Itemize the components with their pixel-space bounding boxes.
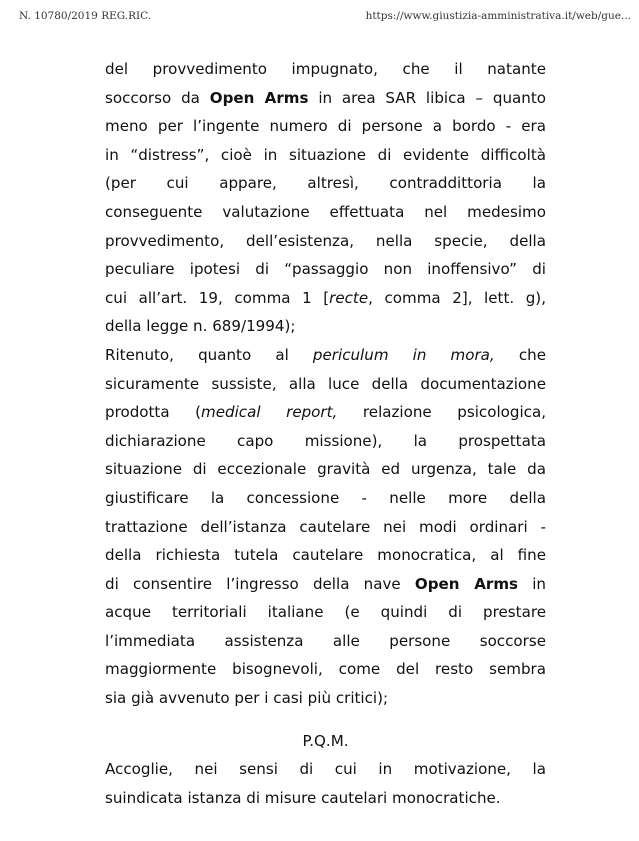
- text-span: , comma 2], lett. g),: [368, 288, 546, 307]
- text-line: della legge n. 689/1994);: [105, 317, 296, 336]
- document-body: [105, 55, 546, 812]
- text-line: peculiare ipotesi di “passaggio non inoffensivo” di: [105, 260, 546, 279]
- text-line: acque territoriali italiane (e quindi di prestare: [105, 603, 546, 622]
- text-span: che: [494, 345, 547, 364]
- text-line: maggiormente bisognevoli, come del resto sembra: [105, 660, 546, 679]
- vessel-name-bold: Open Arms: [209, 88, 309, 107]
- text-line: conseguente valutazione effettuata nel medesimo: [105, 202, 546, 221]
- text-line: giustificare la concessione - nelle more della: [105, 488, 546, 507]
- text-span: in area SAR libica – quanto: [308, 88, 546, 107]
- latin-term-italic: periculum in mora,: [312, 345, 495, 364]
- case-number-header: N. 10780/2019 REG.RIC.: [19, 10, 152, 22]
- english-term-italic: medical report,: [201, 403, 338, 422]
- text-line: provvedimento, dell’esistenza, nella specie, della: [105, 231, 546, 250]
- text-span: in: [518, 574, 546, 593]
- text-span: soccorso da: [105, 88, 210, 107]
- text-line: dichiarazione capo missione), la prospettata: [105, 431, 546, 450]
- source-url-header: https://www.giustizia-amministrativa.it/web/gue...: [365, 10, 631, 22]
- text-span: relazione psicologica,: [337, 403, 546, 422]
- text-line: (per cui appare, altresì, contraddittoria la: [105, 174, 546, 193]
- text-line: sicuramente sussiste, alla luce della documentazione: [105, 374, 546, 393]
- paragraph-2: [105, 341, 546, 713]
- vessel-name-bold: Open Arms: [414, 574, 519, 593]
- section-gap: [105, 713, 546, 727]
- text-line: Accoglie, nei sensi di cui in motivazione, la: [105, 760, 546, 779]
- text-line: [105, 570, 546, 599]
- text-line: [105, 398, 546, 427]
- text-line: della richiesta tutela cautelare monocratica, al fine: [105, 546, 546, 565]
- text-line: [105, 84, 546, 113]
- text-line: meno per l’ingente numero di persone a bordo - era: [105, 117, 546, 136]
- text-line: situazione di eccezionale gravità ed urgenza, tale da: [105, 460, 546, 479]
- text-span: cui all’art. 19, comma 1 [: [105, 288, 330, 307]
- paragraph-1: [105, 55, 546, 341]
- text-line: del provvedimento impugnato, che il natante: [105, 60, 546, 78]
- text-line: sia già avvenuto per i casi più critici);: [105, 689, 389, 708]
- text-span: Ritenuto, quanto al: [105, 345, 313, 364]
- latin-term-italic: recte: [329, 288, 369, 307]
- text-span: di consentire l’ingresso della nave: [105, 574, 415, 593]
- text-line: trattazione dell’istanza cautelare nei modi ordinari -: [105, 517, 546, 536]
- paragraph-3: [105, 755, 546, 812]
- text-line: [105, 341, 546, 370]
- text-span: prodotta (: [105, 403, 202, 422]
- text-line: in “distress”, cioè in situazione di evidente difficoltà: [105, 145, 546, 164]
- pqm-heading: P.Q.M.: [302, 731, 349, 750]
- text-line: l’immediata assistenza alle persone soccorse: [105, 631, 546, 650]
- text-line: suindicata istanza di misure cautelari monocratiche.: [105, 788, 501, 807]
- text-line: [105, 284, 546, 313]
